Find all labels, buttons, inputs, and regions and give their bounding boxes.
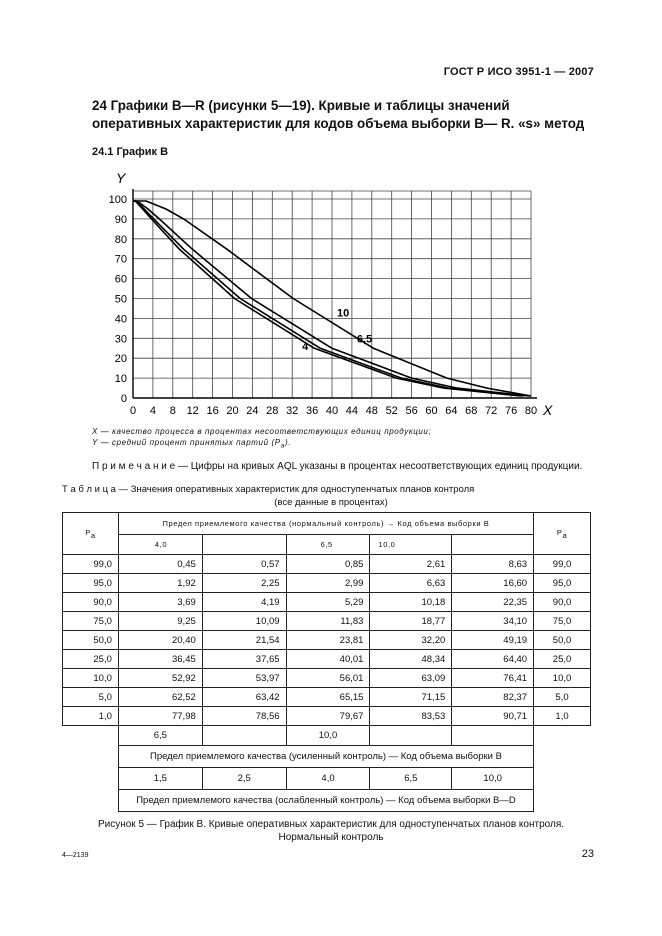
pa-sub: a	[90, 530, 96, 540]
table-cell: 10,18	[370, 593, 452, 612]
x-tick-label: 64	[445, 405, 458, 417]
pa-value-cell: 1,0	[534, 707, 591, 726]
table-row	[63, 669, 591, 688]
sub-header: 6,5	[286, 535, 370, 555]
sub-header	[452, 535, 534, 555]
sub-header	[202, 535, 286, 555]
table-cell: 23,81	[286, 631, 370, 650]
x-tick-label: 20	[226, 405, 239, 417]
x-tick-label: 60	[425, 405, 438, 417]
table-cell: 40,01	[286, 650, 370, 669]
pa-header-right	[534, 513, 591, 555]
x-tick-label: 72	[485, 405, 498, 417]
y-tick-label: 0	[120, 393, 127, 405]
legend-y	[92, 438, 291, 450]
y-tick-label: 80	[114, 233, 127, 246]
pa-value-cell: 50,0	[63, 631, 119, 650]
table-cell: 56,01	[286, 669, 370, 688]
x-tick-label: 44	[345, 405, 359, 417]
table-cell: 0,57	[202, 555, 286, 574]
pa-value-cell: 25,0	[63, 650, 119, 669]
x-tick-label: 24	[246, 405, 259, 417]
pa-value-cell: 95,0	[534, 574, 591, 593]
pa-value-cell: 25,0	[534, 650, 591, 669]
sub-header: 10,0	[370, 535, 452, 555]
y-tick-label: 40	[114, 313, 127, 326]
curve-label: 4	[302, 341, 309, 354]
y-tick-label: 20	[114, 353, 127, 366]
y-tick-label: 90	[114, 213, 127, 226]
table-cell: 63,42	[202, 688, 286, 707]
table-row	[63, 555, 591, 574]
table-row	[63, 707, 591, 726]
table-cell: 90,71	[452, 707, 534, 726]
section-subtitle: 24.1 График B	[92, 146, 169, 158]
x-tick-label: 0	[129, 405, 137, 417]
pa-value-cell: 95,0	[63, 574, 119, 593]
spacer-cell	[534, 726, 591, 746]
x-tick-label: 52	[385, 405, 398, 417]
table-cell: 18,77	[370, 612, 452, 631]
y-tick-label: 60	[114, 273, 127, 286]
x-tick-label: 80	[524, 405, 538, 417]
figure-caption-line1: Рисунок 5 — График B. Кривые оперативных характеристик для одноступенчатых планов контроля.	[97, 819, 565, 830]
table-cell: 36,45	[118, 650, 202, 669]
footer-sheet-code: 4—2139	[62, 852, 89, 859]
reduced-cell: 10,0	[452, 768, 534, 790]
y-tick-label: 30	[114, 333, 127, 346]
spacer-cell	[63, 746, 119, 768]
pa-value-cell: 99,0	[534, 555, 591, 574]
table-cell: 64,40	[452, 650, 534, 669]
reduced-cell: 4,0	[286, 768, 370, 790]
spacer-cell	[63, 790, 119, 812]
x-tick-label: 8	[169, 405, 176, 417]
x-tick-label: 68	[465, 405, 478, 417]
reduced-label: Предел приемлемого качества (ослабленный контроль) — Код объема выборки B—D	[118, 790, 533, 812]
spacer-cell	[63, 768, 119, 790]
pa-value-cell: 50,0	[534, 631, 591, 650]
reduced-cell: 6,5	[370, 768, 452, 790]
table-cell: 0,45	[118, 555, 202, 574]
pa-value-cell: 10,0	[534, 669, 591, 688]
standard-header: ГОСТ Р ИСО 3951-1 — 2007	[443, 66, 594, 78]
x-tick-label: 32	[286, 405, 299, 417]
table-cell: 65,15	[286, 688, 370, 707]
pa-value-cell: 99,0	[63, 555, 119, 574]
table-cell: 10,09	[202, 612, 286, 631]
table-cell: 5,29	[286, 593, 370, 612]
spacer-cell	[534, 746, 591, 768]
table-cell: 63,09	[370, 669, 452, 688]
x-tick-label: 40	[325, 405, 339, 417]
table-cell: 0,85	[286, 555, 370, 574]
table-cell: 8,63	[452, 555, 534, 574]
oc-chart	[0, 0, 662, 440]
figure-caption	[0, 818, 662, 844]
table-cell: 32,20	[370, 631, 452, 650]
pa-sub: a	[562, 530, 568, 540]
section-title-line1: 24 Графики B—R (рисунки 5—19). Кривые и таблицы значений	[92, 98, 510, 113]
x-tick-label: 16	[206, 405, 219, 417]
pa-label: P	[556, 528, 563, 538]
reduced-cell: 2,5	[202, 768, 286, 790]
table-cell: 4,19	[202, 593, 286, 612]
spacer-cell	[534, 790, 591, 812]
legend-y-suffix: ).	[284, 438, 292, 447]
table-cell: 6,63	[370, 574, 452, 593]
pa-value-cell: 1,0	[63, 707, 119, 726]
x-tick-label: 56	[405, 405, 418, 417]
table-cell: 78,56	[202, 707, 286, 726]
pa-value-cell: 5,0	[63, 688, 119, 707]
table-cell: 1,92	[118, 574, 202, 593]
section-title-line2: оперативных характеристик для кодов объема выборки B— R. «s» метод	[92, 116, 585, 131]
x-tick-label: 36	[305, 405, 319, 417]
sub-header: 4,0	[118, 535, 202, 555]
note: П р и м е ч а н и е — Цифры на кривых AQL указаны в процентах несоответствующих единиц продукции.	[92, 461, 583, 472]
table-cell: 34,10	[452, 612, 534, 631]
pa-value-cell: 10,0	[63, 669, 119, 688]
table-cell: 3,69	[118, 593, 202, 612]
table-row	[63, 612, 591, 631]
table-cell: 62,52	[118, 688, 202, 707]
table-cell: 2,61	[370, 555, 452, 574]
table-cell: 37,65	[202, 650, 286, 669]
table-body	[63, 555, 591, 726]
x-tick-label: 76	[504, 405, 518, 417]
pa-value-cell: 5,0	[534, 688, 591, 707]
table-cell: 49,19	[452, 631, 534, 650]
oc-table	[62, 512, 591, 812]
reduced-cell: 1,5	[118, 768, 202, 790]
spacer-cell	[63, 726, 119, 746]
tightened-cell	[202, 726, 286, 746]
table-row	[63, 688, 591, 707]
y-tick-label: 10	[114, 373, 127, 386]
pa-label: P	[85, 528, 91, 538]
table-cell: 2,25	[202, 574, 286, 593]
table-row	[63, 574, 591, 593]
table-cell: 22,35	[452, 593, 534, 612]
table-row	[63, 593, 591, 612]
table-cell: 16,60	[452, 574, 534, 593]
tightened-cell	[452, 726, 534, 746]
x-axis-label: X	[543, 402, 553, 418]
table-cell: 48,34	[370, 650, 452, 669]
x-tick-label: 28	[266, 405, 279, 417]
top-header: Предел приемлемого качества (нормальный контроль) → Код объема выборки B	[118, 513, 533, 535]
pa-value-cell: 90,0	[534, 593, 591, 612]
pa-value-cell: 75,0	[534, 612, 591, 631]
table-cell: 11,83	[286, 612, 370, 631]
curve-label: 6,5	[356, 333, 373, 346]
tightened-label: Предел приемлемого качества (усиленный контроль) — Код объема выборки B	[118, 746, 533, 768]
chart-grid	[133, 189, 537, 398]
table-caption-line2: (все данные в процентах)	[274, 497, 388, 508]
pa-value-cell: 90,0	[63, 593, 119, 612]
y-tick-label: 70	[114, 253, 127, 266]
tightened-cell: 10,0	[286, 726, 370, 746]
table-caption-line1: Т а б л и ц а — Значения оперативных характеристик для одноступенчатых планов контроля	[62, 484, 475, 495]
tightened-cell	[370, 726, 452, 746]
spacer-cell	[534, 768, 591, 790]
x-tick-label: 12	[186, 405, 199, 417]
table-cell: 9,25	[118, 612, 202, 631]
table-cell: 77,98	[118, 707, 202, 726]
page-number: 23	[581, 848, 594, 860]
y-axis-label: Y	[116, 170, 126, 186]
legend-x: X — качество процесса в процентах несоответствующих единиц продукции;	[92, 427, 432, 436]
legend-y-sub: a	[280, 442, 285, 450]
table-cell: 71,15	[370, 688, 452, 707]
pa-header-left	[63, 513, 119, 555]
table-cell: 53,97	[202, 669, 286, 688]
table-row	[63, 631, 591, 650]
table-cell: 82,37	[452, 688, 534, 707]
table-cell: 52,92	[118, 669, 202, 688]
table-cell: 2,99	[286, 574, 370, 593]
y-tick-label: 100	[108, 194, 127, 206]
y-tick-label: 50	[114, 293, 127, 306]
table-cell: 79,67	[286, 707, 370, 726]
table-cell: 76,41	[452, 669, 534, 688]
tightened-cell: 6,5	[118, 726, 202, 746]
pa-value-cell: 75,0	[63, 612, 119, 631]
x-tick-label: 48	[365, 405, 378, 417]
table-row	[63, 650, 591, 669]
figure-caption-line2: Нормальный контроль	[278, 832, 384, 843]
curve-label: 10	[336, 307, 350, 320]
x-tick-label: 4	[149, 405, 156, 417]
table-cell: 20,40	[118, 631, 202, 650]
legend-y-prefix: Y — средний процент принятых партий (P	[92, 438, 281, 447]
table-cell: 83,53	[370, 707, 452, 726]
table-cell: 21,54	[202, 631, 286, 650]
